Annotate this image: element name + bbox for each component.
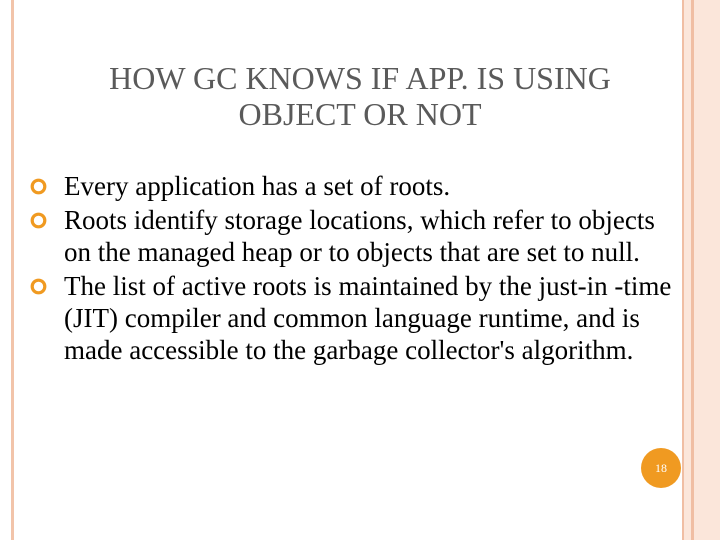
page-number-badge: 18 — [641, 448, 681, 488]
slide-title — [40, 60, 680, 132]
ring-bullet-icon — [30, 212, 47, 229]
slide-title-line-1: HOW GC KNOWS IF APP. IS USING — [109, 60, 611, 96]
slide-title-line-2: OBJECT OR NOT — [238, 96, 482, 132]
bullet-item — [28, 270, 678, 366]
ring-bullet-icon — [30, 178, 47, 195]
ring-bullet-icon — [30, 278, 47, 295]
bullet-item — [28, 204, 678, 268]
left-border-line — [11, 0, 14, 540]
bullet-list — [28, 170, 678, 368]
bullet-item — [28, 170, 678, 202]
bullet-text: Roots identify storage locations, which refer to objects on the managed heap or to objects that are set to null. — [64, 205, 655, 267]
bullet-text: Every application has a set of roots. — [64, 171, 451, 201]
right-border-line-inner — [682, 0, 684, 540]
bullet-text: The list of active roots is maintained by the just-in -time (JIT) compiler and common language runtime, and is made accessible to the garbage collector's algorithm. — [64, 271, 672, 365]
right-border-line-outer — [691, 0, 694, 540]
right-border-band — [682, 0, 720, 540]
